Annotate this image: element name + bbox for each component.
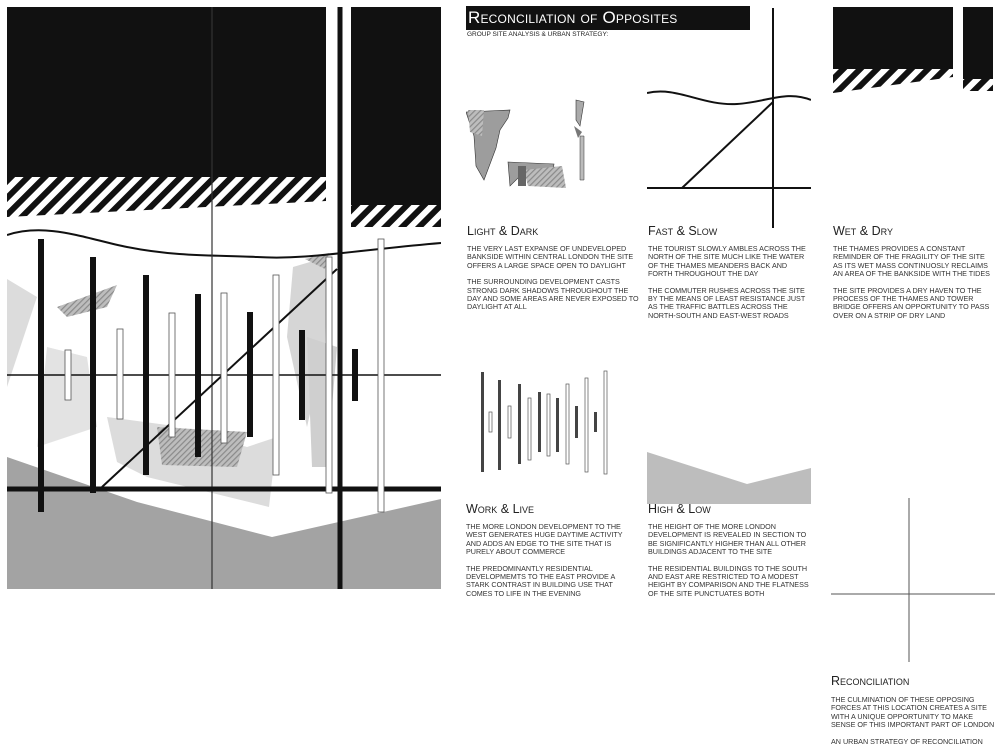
reconciliation-text <box>831 696 995 754</box>
light-dark-heading: Light & Dark <box>467 224 539 238</box>
light-dark-paragraph-1: THE VERY LAST EXPANSE OF UNDEVELOPED BANKSIDE WITHIN CENTRAL LONDON THE SITE OFFERS A LARGE SPACE OPEN TO DAYLIGHT <box>467 244 634 270</box>
fast-slow-heading: Fast & Slow <box>648 224 718 238</box>
light-shape-a <box>7 279 37 387</box>
work-live-paragraph-2: THE PREDOMINANTLY RESIDENTIAL DEVELOPMEMTS TO THE EAST PROVIDE A STARK CONTRAST IN BUILDING USE THAT COMES TO LIFE IN THE EVENING <box>466 563 615 598</box>
wet-dry-paragraph-1: THE THAMES PROVIDES A CONSTANT REMINDER OF THE FRAGILITY OF THE SITE AS ITS WET MASS CONTINUOSLY RECLAIMS AN AREA OF THE BANKSIDE WITH THE TIDES <box>833 244 990 279</box>
fast-slow-paragraph-1: THE TOURIST SLOWLY AMBLES ACROSS THE NORTH OF THE SITE MUCH LIKE THE WATER OF THE THAMES MEANDERS BACK AND FORTH THROUGHOUT THE DAY <box>648 244 806 279</box>
wet-dry-paragraph-2: THE SITE PROVIDES A DRY HAVEN TO THE PROCESS OF THE THAMES AND TOWER BRIDGE OFFERS AN OPPORTUNITY TO PASS OVER ON A STRIP OF DRY LAND <box>833 285 990 320</box>
reconciliation-paragraph-2: AN URBAN STRATEGY OF RECONCILIATION <box>831 736 983 746</box>
hatch-band-left <box>7 177 326 217</box>
work-live-diagram <box>478 368 612 478</box>
light-dark-text <box>467 245 643 320</box>
page-title: Reconciliation of Opposites <box>466 6 750 30</box>
wet-dry-text <box>833 245 995 328</box>
shadow-block-left <box>7 7 326 177</box>
reconciliation-paragraph-1: THE CULMINATION OF THESE OPPOSING FORCES AT THIS LOCATION CREATES A SITE WITH A UNIQUE OPPORTUNITY TO MAKE SENSE OF THIS IMPORTANT PART OF LONDON <box>831 695 995 730</box>
work-live-text <box>466 523 632 606</box>
shadow-block-right <box>351 7 441 205</box>
hatch-band-right <box>351 205 441 227</box>
fast-slow-diagram <box>647 8 811 228</box>
page-subtitle: GROUP SITE ANALYSIS & URBAN STRATEGY: <box>467 31 609 38</box>
high-low-heading: High & Low <box>648 502 711 516</box>
high-low-paragraph-2: THE RESIDENTIAL BUILDINGS TO THE SOUTH AND EAST ARE RESTRICTED TO A MODEST HEIGHT BY COMPARISON AND THE FLATNESS OF THE SITE PUNCTUATES BOTH <box>648 563 809 598</box>
high-low-diagram <box>647 452 811 504</box>
light-dark-diagram <box>466 96 592 190</box>
work-live-heading: Work & Live <box>466 502 535 516</box>
reconciliation-heading: Reconciliation <box>831 674 910 688</box>
hatch-shape-a <box>57 285 117 317</box>
light-dark-paragraph-2: THE SURROUNDING DEVELOPMENT CASTS STRONG DARK SHADOWS THROUGHOUT THE DAY AND SOME AREAS ARE NEVER EXPOSED TO DAYLIGHT AT ALL <box>467 277 639 312</box>
wet-dry-diagram <box>833 7 993 95</box>
light-shape-e <box>307 337 337 467</box>
reconciliation-diagram <box>831 498 995 662</box>
wet-dry-heading: Wet & Dry <box>833 224 893 238</box>
river-wave <box>7 230 441 257</box>
fast-slow-paragraph-2: THE COMMUTER RUSHES ACROSS THE SITE BY THE MEANS OF LEAST RESISTANCE JUST AS THE TRAFFIC BATTLES ACROSS THE NORTH-SOUTH AND EAST-WEST ROADS <box>648 285 806 320</box>
high-low-paragraph-1: THE HEIGHT OF THE MORE LONDON DEVELOPMENT IS REVEALED IN SECTION TO BE SIGNIFICANTLY HIGHER THAN ALL OTHER BUILDINGS ADJACENT TO THE SITE <box>648 522 807 557</box>
composite-site-diagram <box>7 7 441 589</box>
work-live-paragraph-1: THE MORE LONDON DEVELOPMENT TO THE WEST GENERATES HUGE DAYTIME ACTIVITY AND ADDS AN EDGE TO THE SITE THAT IS PURELY ABOUT COMMERCE <box>466 522 623 557</box>
high-low-text <box>648 523 812 606</box>
fast-slow-text <box>648 245 812 328</box>
